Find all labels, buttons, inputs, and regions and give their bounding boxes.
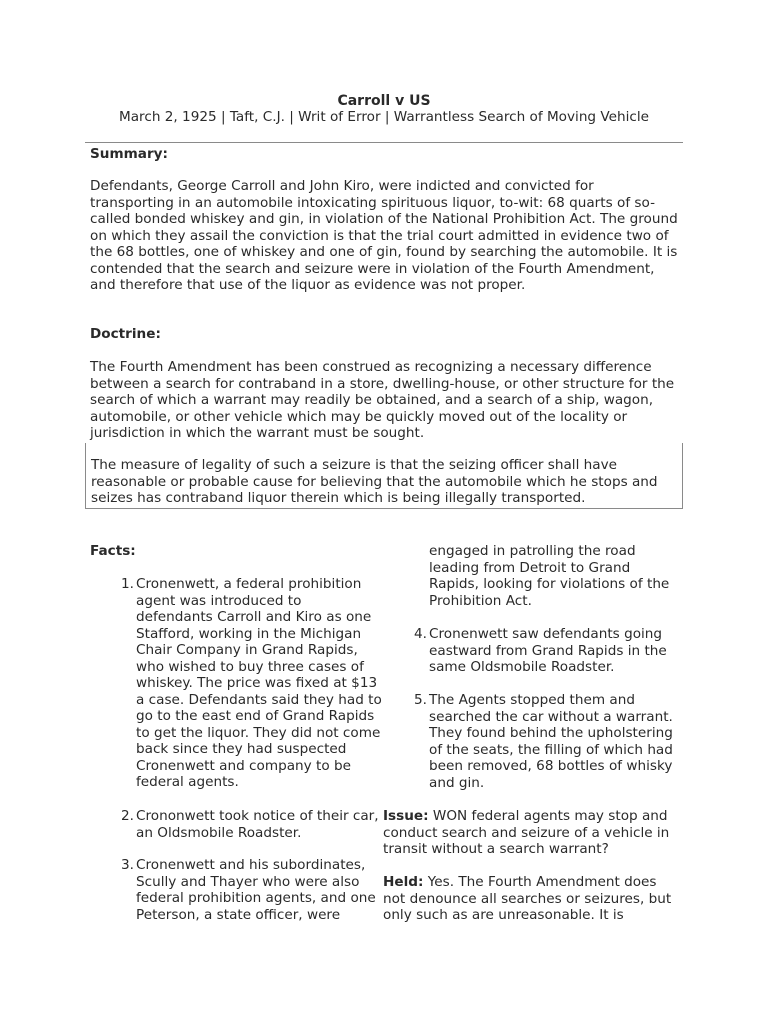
fact-text: Cronenwett and his subordinates, Scully and Thayer who were also federal prohibition agents, and one Peterson, a state officer, were xyxy=(136,857,376,923)
held-label: Held: xyxy=(383,874,424,890)
fact-item-1 xyxy=(112,576,382,796)
header-divider xyxy=(85,142,683,143)
held-text: Yes. The Fourth Amendment does not denounce all searches or seizures, but only such as are unreasonable. It is xyxy=(383,874,672,923)
fact-item-4 xyxy=(405,626,680,681)
doctrine-boxed-note xyxy=(85,443,683,509)
issue-label: Issue: xyxy=(383,808,429,824)
doctrine-boxed-text: The measure of legality of such a seizure is that the seizing officer shall have reasonable or probable cause for believing that the automobile which he stops and seizes has contraband liquor therein which is being illegally transported. xyxy=(91,457,658,506)
issue-paragraph xyxy=(383,808,680,858)
fact-item-2 xyxy=(112,808,382,848)
summary-heading: Summary: xyxy=(90,146,168,162)
fact-text: Cronenwett, a federal prohibition agent was introduced to defendants Carroll and Kiro as one Stafford, working in the Michigan Chair Company in Grand Rapids, who wished to buy three cases of whiskey. The price was fixed at $13 a case. Defendants said they had to go to the east end of Grand Rapids to get the liquor. They did not come back since they had suspected Cronenwett and company to be federal agents. xyxy=(136,576,382,790)
fact-item-3 xyxy=(112,857,384,927)
fact-text: The Agents stopped them and searched the car without a warrant. They found behind the upholstering of the seats, the filling of which had been removed, 68 bottles of whisky and gin. xyxy=(429,692,673,791)
issue-text: WON federal agents may stop and conduct search and seizure of a vehicle in transit without a search warrant? xyxy=(383,808,670,857)
fact-number: 4. xyxy=(414,626,427,642)
fact-number: 5. xyxy=(414,692,427,708)
fact-number: 3. xyxy=(121,857,134,873)
fact-number: 1. xyxy=(121,576,134,592)
fact-number: 2. xyxy=(121,808,134,824)
doctrine-text: The Fourth Amendment has been construed as recognizing a necessary difference between a search for contraband in a store, dwelling-house, or other structure for the search of which a warrant may readily be obtained, and a search of a ship, wagon, automobile, or other vehicle which may be quickly moved out of the locality or jurisdiction in which the warrant must be sought. xyxy=(90,359,675,441)
case-subtitle: March 2, 1925 | Taft, C.J. | Writ of Error | Warrantless Search of Moving Vehicle xyxy=(119,109,649,125)
fact-item-5 xyxy=(405,692,680,797)
fact-text: Cronenwett saw defendants going eastward from Grand Rapids in the same Oldsmobile Roadster. xyxy=(429,626,667,675)
summary-text: Defendants, George Carroll and John Kiro, were indicted and convicted for transporting in an automobile intoxicating spirituous liquor, to-wit: 68 quarts of so-called bonded whiskey and gin, in violation of the National Prohibition Act. The ground on which they assail the conviction is that the trial court admitted in evidence two of the 68 bottles, one of whiskey and one of gin, found by searching the automobile. It is contended that the search and seizure were in violation of the Fourth Amendment, and therefore that use of the liquor as evidence was not proper. xyxy=(90,178,678,293)
fact-text: engaged in patrolling the road leading from Detroit to Grand Rapids, looking for violations of the Prohibition Act. xyxy=(429,543,670,609)
doctrine-heading: Doctrine: xyxy=(90,326,161,342)
held-paragraph xyxy=(383,874,680,924)
fact-text: Crononwett took notice of their car, an Oldsmobile Roadster. xyxy=(136,808,379,841)
facts-heading: Facts: xyxy=(90,543,136,559)
case-title: Carroll v US xyxy=(337,93,431,109)
fact-item-3-continued xyxy=(405,543,680,613)
